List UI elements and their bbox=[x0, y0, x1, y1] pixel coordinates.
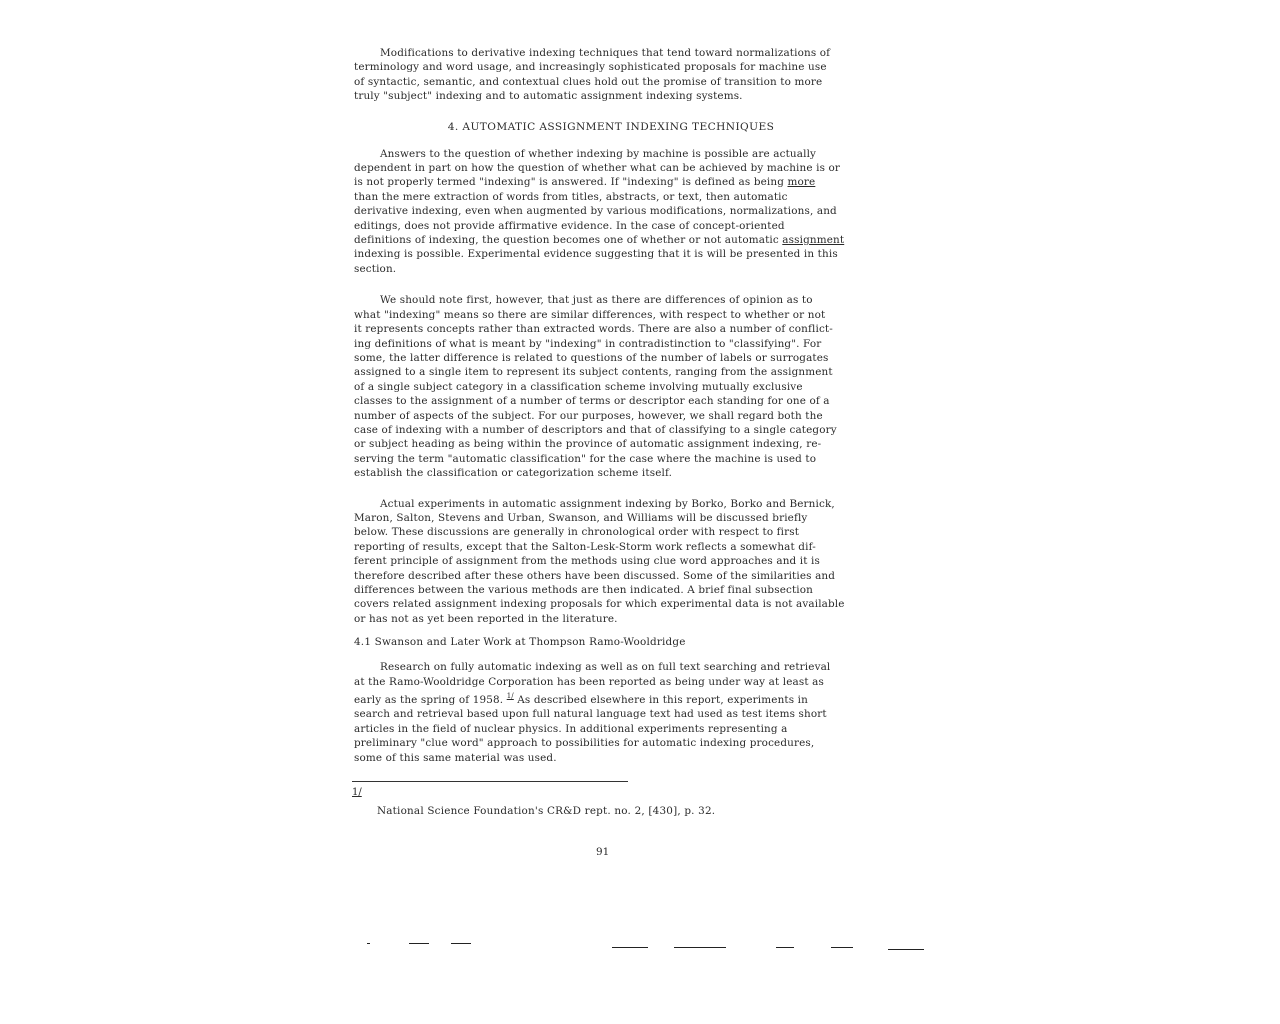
paragraph-4 bbox=[354, 660, 868, 765]
underlined-word: assignment bbox=[782, 234, 845, 247]
page-number: 91 bbox=[596, 846, 610, 858]
paragraph-3 bbox=[354, 497, 868, 627]
text-line: is not properly termed "indexing" is answered. If "indexing" is defined as being more bbox=[354, 176, 816, 189]
text-line: assigned to a single item to represent its subject contents, ranging from the assignment bbox=[354, 366, 833, 379]
paragraph-1 bbox=[354, 147, 868, 277]
text-line: preliminary "clue word" approach to possibilities for automatic indexing procedures, bbox=[354, 737, 815, 750]
footnote-reference: 1/ bbox=[506, 692, 514, 701]
scan-mark bbox=[888, 949, 924, 950]
text-line: terminology and word usage, and increasingly sophisticated proposals for machine use bbox=[354, 61, 827, 74]
text-line: We should note first, however, that just as there are differences of opinion as to bbox=[380, 294, 813, 307]
text-line: serving the term "automatic classification" for the case where the machine is used to bbox=[354, 452, 817, 465]
text-line: indexing is possible. Experimental evidence suggesting that it is will be presented in this bbox=[354, 248, 838, 261]
text-line: definitions of indexing, the question becomes one of whether or not automatic assignment bbox=[354, 234, 845, 247]
text-line: what "indexing" means so there are similar differences, with respect to whether or not bbox=[354, 308, 826, 321]
intro-paragraph bbox=[354, 46, 868, 104]
text-line: it represents concepts rather than extracted words. There are also a number of conflict- bbox=[354, 323, 833, 336]
footnote-text: National Science Foundation's CR&D rept. no. 2, [430], p. 32. bbox=[377, 805, 716, 817]
footnote-mark: 1/ bbox=[352, 787, 362, 798]
text-line: therefore described after these others have been discussed. Some of the similarities and bbox=[354, 569, 836, 582]
text-line: section. bbox=[354, 262, 397, 275]
text-line: of a single subject category in a classification scheme involving mutually exclusive bbox=[354, 380, 803, 393]
text-line: Research on fully automatic indexing as well as on full text searching and retrieval bbox=[380, 661, 831, 674]
text-line: Maron, Salton, Stevens and Urban, Swanson, and Williams will be discussed briefly bbox=[354, 511, 808, 524]
scan-mark bbox=[831, 947, 853, 948]
text-line: Modifications to derivative indexing techniques that tend toward normalizations of bbox=[380, 47, 831, 59]
paragraph-2 bbox=[354, 293, 868, 480]
text-line: derivative indexing, even when augmented by various modifications, normalizations, and bbox=[354, 205, 837, 218]
scan-mark bbox=[674, 947, 726, 948]
text-line: classes to the assignment of a number of terms or descriptor each standing for one of a bbox=[354, 395, 830, 408]
text-line: at the Ramo-Wooldridge Corporation has been reported as being under way at least as bbox=[354, 675, 824, 688]
text-line: some, the latter difference is related to questions of the number of labels or surrogates bbox=[354, 351, 829, 364]
text-line: establish the classification or categorization scheme itself. bbox=[354, 467, 673, 480]
text-line: or subject heading as being within the province of automatic assignment indexing, re- bbox=[354, 438, 822, 451]
text-line: below. These discussions are generally in chronological order with respect to first bbox=[354, 526, 800, 539]
scan-mark bbox=[776, 947, 794, 948]
text-line: ferent principle of assignment from the methods using clue word approaches and it is bbox=[354, 555, 821, 568]
text-line: or has not as yet been reported in the literature. bbox=[354, 612, 618, 625]
footnote-separator bbox=[352, 781, 628, 782]
text-line: of syntactic, semantic, and contextual clues hold out the promise of transition to more bbox=[354, 75, 823, 88]
text-line: ing definitions of what is meant by "indexing" in contradistinction to "classifying". For bbox=[354, 337, 822, 350]
scan-mark bbox=[612, 947, 648, 948]
text-line: search and retrieval based upon full natural language text had used as test items short bbox=[354, 708, 827, 721]
text-line: some of this same material was used. bbox=[354, 751, 557, 764]
text-line: articles in the field of nuclear physics. In additional experiments representing a bbox=[354, 722, 788, 735]
text-line: early as the spring of 1958. $^{1/}$ As described elsewhere in this report, experiments in bbox=[354, 692, 808, 707]
text-line: than the mere extraction of words from titles, abstracts, or text, then automatic bbox=[354, 190, 788, 203]
subsection-heading: 4.1 Swanson and Later Work at Thompson Ramo-Wooldridge bbox=[354, 636, 686, 649]
document-page bbox=[354, 46, 868, 765]
text-line: dependent in part on how the question of whether what can be achieved by machine is or bbox=[354, 162, 841, 175]
text-line: Answers to the question of whether indexing by machine is possible are actually bbox=[380, 147, 817, 160]
text-line: Actual experiments in automatic assignment indexing by Borko, Borko and Bernick, bbox=[380, 497, 835, 510]
text-line: reporting of results, except that the Salton-Lesk-Storm work reflects a somewhat dif- bbox=[354, 540, 816, 553]
text-line: covers related assignment indexing proposals for which experimental data is not available bbox=[354, 598, 845, 611]
scan-mark bbox=[367, 943, 370, 944]
text-line: number of aspects of the subject. For our purposes, however, we shall regard both the bbox=[354, 409, 823, 422]
text-line: case of indexing with a number of descriptors and that of classifying to a single category bbox=[354, 423, 837, 436]
scan-mark bbox=[409, 943, 429, 944]
section-heading: 4. AUTOMATIC ASSIGNMENT INDEXING TECHNIQUES bbox=[447, 120, 775, 133]
text-line: truly "subject" indexing and to automatic assignment indexing systems. bbox=[354, 90, 743, 103]
text-line: editings, does not provide affirmative evidence. In the case of concept-oriented bbox=[354, 219, 785, 232]
text-line: differences between the various methods are then indicated. A brief final subsection bbox=[354, 584, 814, 596]
scan-mark bbox=[451, 943, 471, 944]
underlined-word: more bbox=[787, 176, 816, 189]
